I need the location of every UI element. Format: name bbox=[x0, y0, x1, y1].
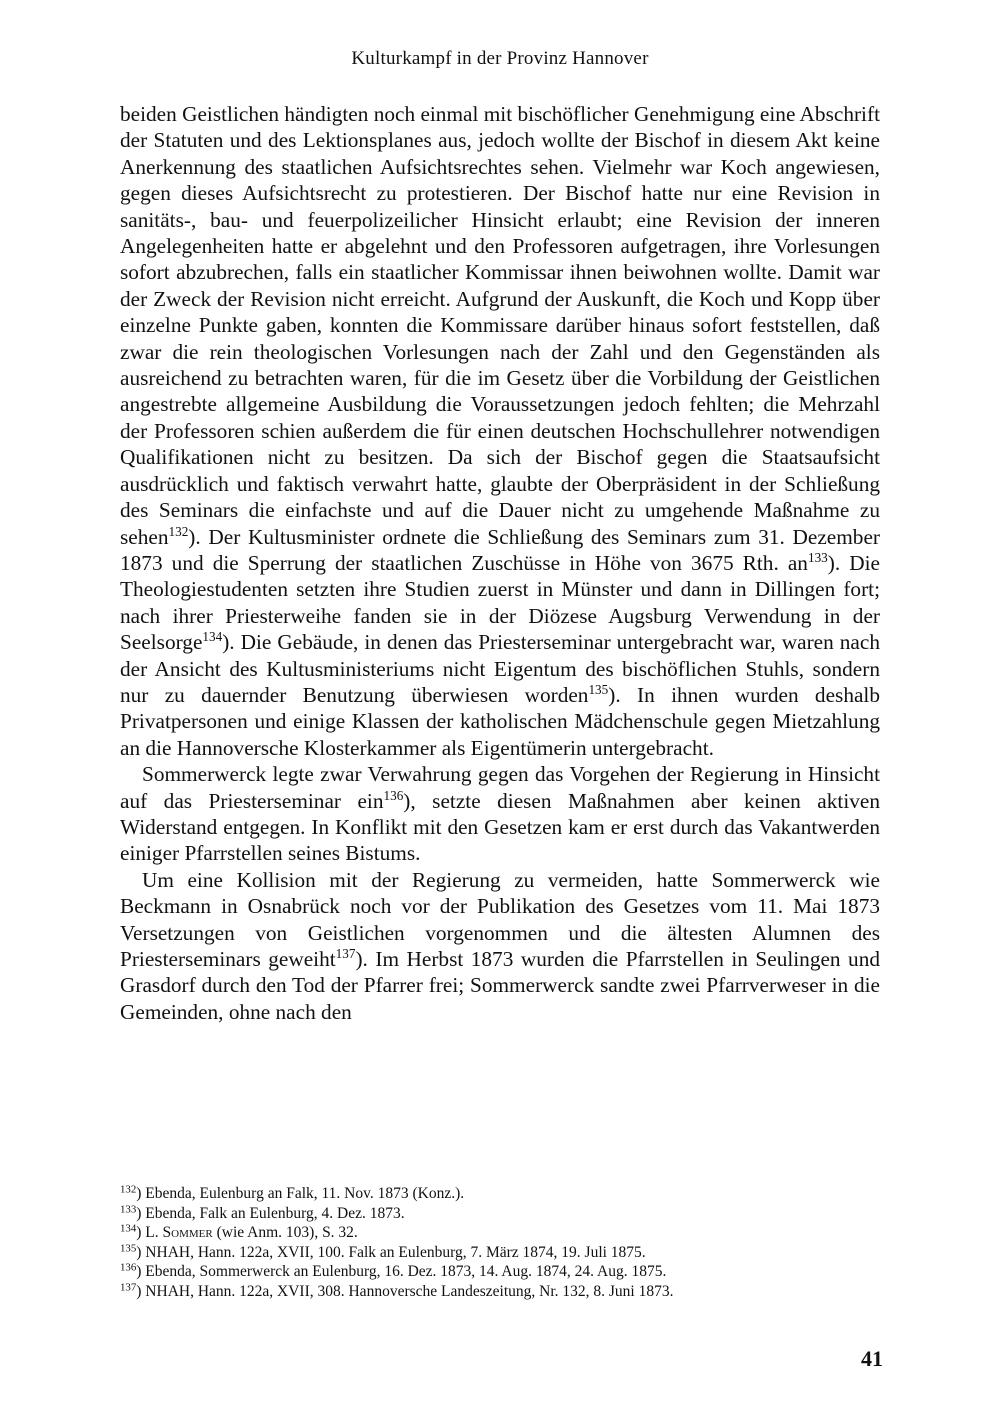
footnote-reference[interactable]: 137 bbox=[335, 946, 356, 962]
footnote-number: 132 bbox=[120, 1183, 137, 1196]
page-number: 41 bbox=[861, 1346, 883, 1371]
footnote-reference[interactable]: 135 bbox=[588, 682, 609, 698]
body-paragraph bbox=[120, 867, 880, 1025]
text-segment: ), setzte diesen Maßnahmen aber keinen aktiven Widerstand entgegen. In Konflikt mit den Gesetzen kam er erst durch das Vakantwerden einiger Pfarrstellen seines Bistums. bbox=[120, 788, 880, 866]
footnote bbox=[120, 1184, 880, 1204]
text-segment: ). Die Theologiestudenten setzten ihre Studien zuerst in Münster und dann in Dillingen fort; nach ihrer Priesterweihe fanden sie in der Diözese Augsburg Verwendung in der Seelsorge bbox=[120, 550, 880, 655]
footnote bbox=[120, 1204, 880, 1224]
footnote bbox=[120, 1262, 880, 1282]
footnotes bbox=[120, 1184, 880, 1302]
body-paragraph bbox=[120, 101, 880, 761]
footnote-reference[interactable]: 136 bbox=[383, 787, 404, 803]
footnote-text: ) NHAH, Hann. 122a, XVII, 100. Falk an Eulenburg, 7. März 1874, 19. Juli 1875. bbox=[136, 1243, 646, 1261]
author-name: Sommer bbox=[162, 1224, 213, 1242]
footnote bbox=[120, 1282, 880, 1302]
footnote bbox=[120, 1243, 880, 1263]
footnote-text: (wie Anm. 103), S. 32. bbox=[212, 1224, 358, 1242]
running-head: Kulturkampf in der Provinz Hannover bbox=[351, 48, 649, 69]
body-paragraph bbox=[120, 761, 880, 867]
footnote-text: ) Ebenda, Eulenburg an Falk, 11. Nov. 1873 (Konz.). bbox=[136, 1185, 465, 1202]
footnote-reference[interactable]: 134 bbox=[202, 629, 223, 645]
footnote-number: 136 bbox=[120, 1261, 137, 1274]
footnote-number: 135 bbox=[120, 1242, 137, 1255]
main-text bbox=[120, 101, 880, 1025]
footnote-number: 137 bbox=[120, 1281, 137, 1294]
footnote-number: 133 bbox=[120, 1203, 137, 1216]
text-segment: Um eine Kollision mit der Regierung zu vermeiden, hatte Sommerwerck wie Beckmann in Osnabrück noch vor der Publikation des Gesetzes vom 11. Mai 1873 Versetzungen von Geistlichen vorgenommen und die ältesten Alumnen des Priesterseminars geweiht bbox=[120, 867, 880, 971]
text-segment: Sommerwerck legte zwar Verwahrung gegen das Vorgehen der Regierung in Hinsicht auf das Priesterseminar ein bbox=[120, 762, 880, 813]
text-segment: ). Die Gebäude, in denen das Priesterseminar untergebracht war, waren nach der Ansicht des Kultusministeriums nicht Eigentum des bischöflichen Stuhls, sondern nur zu dauernder Benutzung überwiesen worden bbox=[120, 630, 880, 707]
footnote-reference[interactable]: 133 bbox=[807, 549, 828, 565]
footnote bbox=[120, 1223, 880, 1243]
footnote-text: ) Ebenda, Sommerwerck an Eulenburg, 16. Dez. 1873, 14. Aug. 1874, 24. Aug. 1875. bbox=[136, 1263, 667, 1281]
text-segment: ). In ihnen wurden deshalb Privatpersonen und einige Klassen der katholischen Mädchenschule gegen Mietzahlung an die Hannoversche Klosterkammer als Eigentümerin untergebracht. bbox=[120, 682, 880, 760]
footnote-text: ) L. bbox=[136, 1224, 163, 1242]
footnote-reference[interactable]: 132 bbox=[168, 523, 189, 539]
text-segment: ). Im Herbst 1873 wurden die Pfarrstellen in Seulingen und Grasdorf durch den Tod der Pfarrer frei; Sommerwerck sandte zwei Pfarrverweser in die Gemeinden, ohne nach den bbox=[120, 947, 881, 1024]
text-segment: beiden Geistlichen händigten noch einmal mit bischöflicher Genehmigung eine Abschrift der Statuten und des Lektionsplanes aus, jedoch wollte der Bischof in diesem Akt keine Anerkennung des staatlichen Aufsichtsrechtes sehen. Vielmehr war Koch angewiesen, gegen dieses Aufsichtsrecht zu protestieren. Der Bischof hatte nur eine Revision in sanitäts-, bau- und feuerpolizeilicher Hinsicht erlaubt; eine Revision der inneren Angelegenheiten hatte er abgelehnt und den Professoren aufgetragen, ihre Vorlesungen sofort abzubrechen, falls ein staatlicher Kommissar ihnen beiwohnen wollte. Damit war der Zweck der Revision nicht erreicht. Aufgrund der Auskunft, die Koch und Kopp über einzelne Punkte gaben, konnten die Kommissare darüber hinaus sofort feststellen, daß zwar die rein theologischen Vorlesungen nach der Zahl und den Gegenständen als ausreichend zu betrachten waren, für die im Gesetz über die Vorbildung der Geistlichen angestrebte allgemeine Ausbildung die Voraussetzungen jedoch fehlten; die Mehrzahl der Professoren schien außerdem die für einen deutschen Hochschullehrer notwendigen Qualifikationen nicht zu besitzen. Da sich der Bischof gegen die Staatsaufsicht ausdrücklich und faktisch verwahrt hatte, glaubte der Oberpräsident in der Schließung des Seminars die einfachste und auf die Dauer nicht zu umgehende Maßnahme zu sehen bbox=[120, 102, 880, 549]
footnote-text: ) NHAH, Hann. 122a, XVII, 308. Hannoversche Landeszeitung, Nr. 132, 8. Juni 1873. bbox=[136, 1282, 674, 1300]
footnote-number: 134 bbox=[120, 1222, 137, 1235]
footnote-text: ) Ebenda, Falk an Eulenburg, 4. Dez. 1873. bbox=[136, 1204, 405, 1222]
text-segment: ). Der Kultusminister ordnete die Schließung des Seminars zum 31. Dezember 1873 und die Sperrung der staatlichen Zuschüsse in Höhe von 3675 Rth. an bbox=[120, 524, 880, 575]
